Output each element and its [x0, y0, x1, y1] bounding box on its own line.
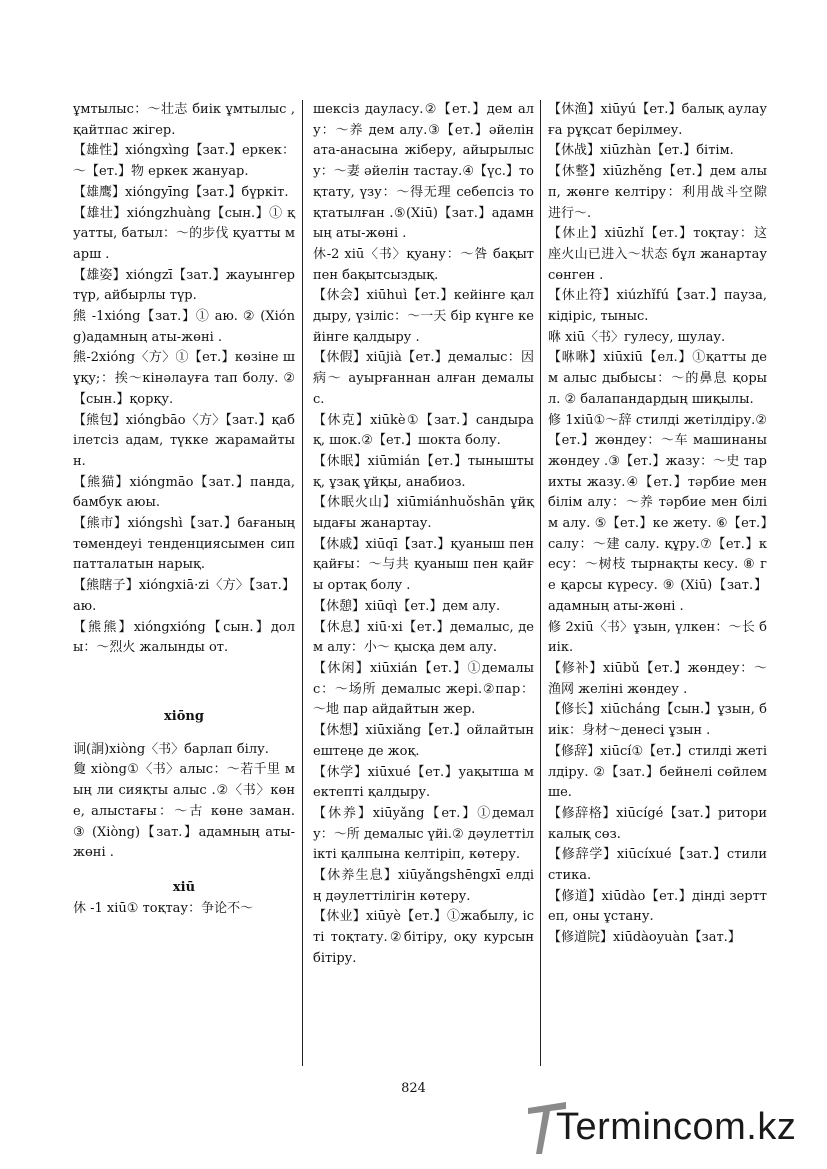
dictionary-entry: 【修辞格】xiūcígé【зат.】риторикалық сөз. — [548, 805, 767, 842]
dictionary-entry: 【雄壮】xióngzhuàng【сын.】① қуатты, батыл：～的步伐 қуатты марш . — [73, 205, 295, 262]
dictionary-entry: 【休业】xiūyè【ет.】①жабылу, істі тоқтату.②бітіру, оқу курсын бітіру. — [313, 909, 534, 966]
column-3 — [548, 100, 767, 949]
dictionary-entry: 【修长】xiūcháng【сын.】ұзын, биік：身材～денесі ұзын . — [548, 702, 767, 739]
dictionary-entry: 修 1xiū①～辞 стилді жетілдіру.②【ет.】жөндеу：～车 машинаны жөндеу .③【ет.】жазу：～史 тарихты жазу.④【ет.】тәрбие мен білім алу：～养 тәрбие мен білім алу. ⑤【ет.】ке жету. ⑥【ет.】салу：～建 салу. құру.⑦【ет.】кесу：～树枝 тырнақты кесу. ⑧ ге қарсы күресу. ⑨ (Xiū)【зат.】адамның аты-жөні . — [548, 412, 767, 614]
dictionary-entry: 【休战】xiūzhàn【ет.】бітім. — [548, 143, 734, 159]
dictionary-entry: 【修道】xiūdào【ет.】діндi зерттеп, оны ұстану. — [548, 888, 767, 925]
dictionary-entry: 【休憩】xiūqì【ет.】дем алу. — [313, 598, 501, 614]
dictionary-entry: 【休假】xiūjià【ет.】демалыс：因病～ ауырғаннан алған демалыс. — [313, 350, 534, 407]
column-divider-left — [302, 100, 303, 1066]
dictionary-entry: 【休学】xiūxué【ет.】уақытша мектепті қалдыру. — [313, 764, 534, 801]
dictionary-entry: 熊 -1xióng【зат.】① аю. ② (Xióng)адамның аты-жөні . — [73, 309, 295, 345]
dictionary-entry: 【休克】xiūkè①【зат.】сандырақ, шок.②【ет.】шокта болу. — [313, 412, 534, 449]
column-2 — [313, 100, 534, 970]
dictionary-entry: 敻 xiòng①〈书〉алыс：～若千里 мың ли сияқты алыс .②〈书〉көне, алыстағы：～古 көне заман. ③ (Xiòng)【зат.】адамның аты-жөні . — [73, 762, 295, 861]
site-logo — [528, 1100, 818, 1158]
dictionary-entry: 【休息】xiū·xi【ет.】демалыс, дем алу：小～ қысқа дем алу. — [313, 619, 534, 656]
dictionary-entry: 【咻咻】xiūxiū【ел.】①қатты дем алыс дыбысы：～的鼻息 қорыл. ② балапандардың шиқылы. — [548, 350, 767, 407]
dictionary-entry: 【休想】xiūxiǎng【ет.】ойлайтын ештеңе де жоқ. — [313, 723, 534, 759]
dictionary-entry: 【休整】xiūzhěng【ет.】дем алып, жөнге келтіру：利用战斗空隙进行～. — [548, 164, 767, 221]
column-1 — [73, 100, 295, 919]
dictionary-entry: 【休闲】xiūxián【ет.】①демалыс：～场所 демалыс жері.②пар：～地 пар айдайтын жер. — [313, 660, 534, 718]
dictionary-entry: 【休会】xiūhuì【ет.】кейінге қалдыру, үзіліс：～一天 бір күнге кейінге қалдыру . — [313, 288, 534, 345]
dictionary-entry: 【休戚】xiūqī【зат.】қуаныш пен қайғы：～与共 қуаныш пен қайғы ортақ болу . — [313, 536, 534, 594]
dictionary-entry: 【休眠】xiūmián【ет.】тыныштық, ұзақ ұйқы, анабиоз. — [313, 453, 534, 490]
dictionary-entry: 【熊市】xióngshì【зат.】бағаның төмендеуі тенденциясымен сиппатталатын нарық. — [73, 516, 295, 573]
dictionary-entry: 【休渔】xiūyú【ет.】балық аулауға рұқсат берілмеу. — [548, 102, 767, 138]
dictionary-entry: 【熊熊】xióngxióng【сын.】долы：～烈火 жалынды от. — [73, 619, 295, 656]
dictionary-entry: 修 2xiū〈书〉ұзын, үлкен：～长 биік. — [548, 619, 767, 656]
dictionary-entry: 熊-2xióng〈方〉①【ет.】көзіне шұқу;：挨～кінәлауға тап болу. ②【сын.】қорқу. — [73, 350, 295, 407]
dictionary-entry: 【熊瞎子】xióngxiā·zi〈方〉【зат.】аю. — [73, 578, 295, 614]
dictionary-entry: 【休眠火山】xiūmiánhuǒshān ұйқыдағы жанартау. — [313, 495, 534, 532]
dictionary-entry: 休-2 xiū〈书〉қуану：～咎 бақыт пен бақытсыздық. — [313, 246, 534, 283]
dictionary-entry: 休 -1 xiū① тоқтау：争论不～ — [73, 900, 254, 916]
dictionary-entry: 【熊包】xióngbāo〈方〉【зат.】қабілетсіз адам, түкке жарамайтын. — [73, 412, 295, 469]
section-heading-xiong: xiōng — [164, 708, 204, 724]
dictionary-entry: 【休止】xiūzhǐ【ет.】тоқтау：这座火山已进入～状态 бұл жанартау сөнген . — [548, 226, 767, 283]
dictionary-entry: 【休养】xiūyǎng【ет.】①демалу：～所 демалыс үйі.② дәулеттілікті қалпына келтіріп, көтеру. — [313, 805, 534, 863]
dictionary-entry: 【休止符】xiúzhǐfú【зат.】пауза, кідіріс, тыныс. — [548, 288, 767, 325]
dictionary-entry: 【雄姿】xióngzī【зат.】жауынгер түр, айбырлы түр. — [73, 267, 295, 304]
page-number: 824 — [401, 1081, 426, 1096]
dictionary-entry: 【修辞】xiūcí①【ет.】стилді жетілдіру. ②【зат.】бейнелі сөйлемше. — [548, 743, 767, 801]
dictionary-entry: 【雄性】xióngxìng【зат.】еркек：～【ет.】物 еркек жануар. — [73, 143, 295, 180]
dictionary-entry: 咻 xiū〈书〉гулесу, шулау. — [548, 329, 726, 345]
dictionary-entry: 【熊猫】xióngmāo【зат.】панда, бамбук аюы. — [73, 474, 295, 511]
logo-text: Termincom.kz — [556, 1106, 797, 1148]
section-heading-xiu: xiū — [172, 879, 196, 895]
dictionary-entry: ұмтылыс：～壮志 биік ұмтылыс , қайтпас жігер. — [73, 102, 295, 138]
dictionary-entry: 【雄鹰】xióngyīng【зат.】бүркіт. — [73, 184, 289, 200]
dictionary-entry: 【休养生息】xiūyǎngshēngxī елдің дәулеттілігін көтеру. — [313, 868, 534, 904]
dictionary-entry: 【修道院】xiūdàoyuàn【зат.】 — [548, 930, 741, 946]
column-divider-right — [540, 100, 541, 1066]
dictionary-entry: 诇(詗)xiòng〈书〉барлап білу. — [73, 741, 269, 757]
dictionary-entry: шексіз дауласу.②【ет.】дем алу：～养 дем алу.③【ет.】әйелін ата-анасына жіберу, айырылысу：～妻 әйелін тастау.④【үс.】тоқтату, үзу：～得无理 себепсіз тоқтатылған .⑤(Xiū)【зат.】адамның аты-жөні . — [313, 102, 534, 242]
dictionary-entry: 【修补】xiūbǔ【ет.】жөндеу：～渔网 желіні жөндеу . — [548, 660, 767, 697]
dictionary-entry: 【修辞学】xiūcíxué【зат.】стилистика. — [548, 847, 767, 884]
